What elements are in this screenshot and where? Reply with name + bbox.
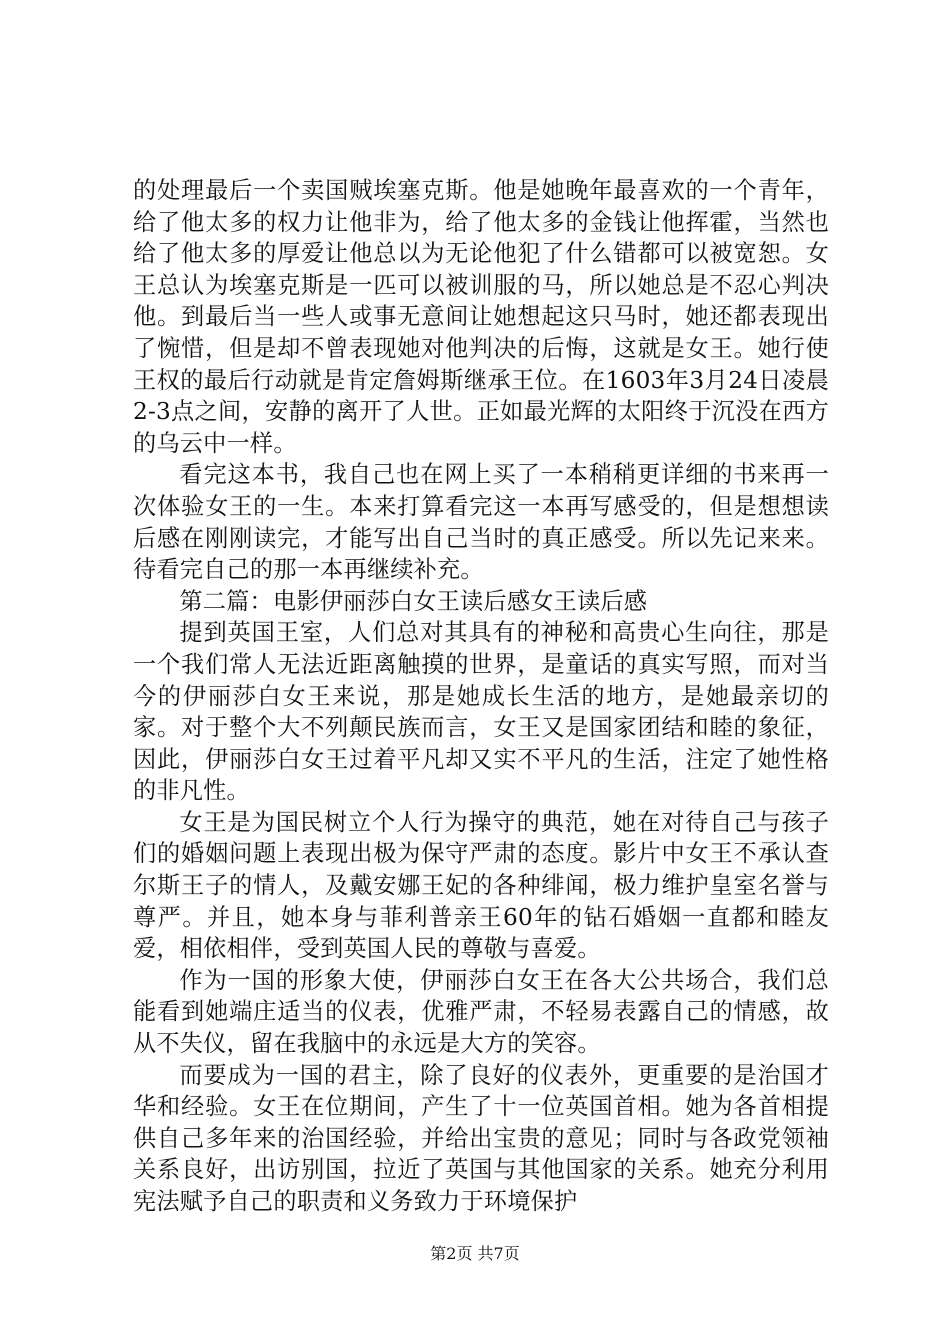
page-number-footer: 第2页 共7页	[430, 1244, 520, 1263]
paragraph: 提到英国王室，人们总对其具有的神秘和高贵心生向往，那是一个我们常人无法近距离触摸的世界，是童话的真实写照，而对当今的伊丽莎白女王来说，那是她成长生活的地方，是她最亲切的家。对于整个大不列颠民族而言，女王又是国家团结和睦的象征，因此，伊丽莎白女王过着平凡却又实不平凡的生活，注定了她性格的非凡性。	[133, 619, 829, 805]
paragraph: 的处理最后一个卖国贼埃塞克斯。他是她晚年最喜欢的一个青年，给了他太多的权力让他非为，给了他太多的金钱让他挥霍，当然也给了他太多的厚爱让他总以为无论他犯了什么错都可以被宽恕。女王总认为埃塞克斯是一匹可以被训服的马，所以她总是不忍心判决他。到最后当一些人或事无意间让她想起这只马时，她还都表现出了惋惜，但是却不曾表现她对他判决的后悔，这就是女王。她行使王权的最后行动就是肯定詹姆斯继承王位。在1603年3月24日凌晨2-3点之间，安静的离开了人世。正如最光辉的太阳终于沉没在西方的乌云中一样。	[133, 177, 829, 457]
paragraph: 看完这本书，我自己也在网上买了一本稍稍更详细的书来再一次体验女王的一生。本来打算看完这一本再写感受的，但是想想读后感在刚刚读完，才能写出自己当时的真正感受。所以先记来来。待看完自己的那一本再继续补充。	[133, 461, 829, 584]
paragraph: 女王是为国民树立个人行为操守的典范，她在对待自己与孩子们的婚姻问题上表现出极为保守严肃的态度。影片中女王不承认查尔斯王子的情人，及戴安娜王妃的各种绯闻，极力维护皇室名誉与尊严。并且，她本身与菲利普亲王60年的钻石婚姻一直都和睦友爱，相依相伴，受到英国人民的尊敬与喜爱。	[133, 808, 829, 963]
document-body	[133, 175, 829, 1218]
section-heading: 第二篇：电影伊丽莎白女王读后感女王读后感	[179, 587, 648, 615]
paragraph: 作为一国的形象大使，伊丽莎白女王在各大公共场合，我们总能看到她端庄适当的仪表，优雅严肃，不轻易表露自己的情感，故从不失仪，留在我脑中的永远是大方的笑容。	[133, 966, 829, 1058]
paragraph: 而要成为一国的君主，除了良好的仪表外，更重要的是治国才华和经验。女王在位期间，产生了十一位英国首相。她为各首相提供自己多年来的治国经验，并给出宝贵的意见；同时与各政党领袖关系良好，出访别国，拉近了英国与其他国家的关系。她充分利用宪法赋予自己的职责和义务致力于环境保护	[133, 1061, 829, 1215]
